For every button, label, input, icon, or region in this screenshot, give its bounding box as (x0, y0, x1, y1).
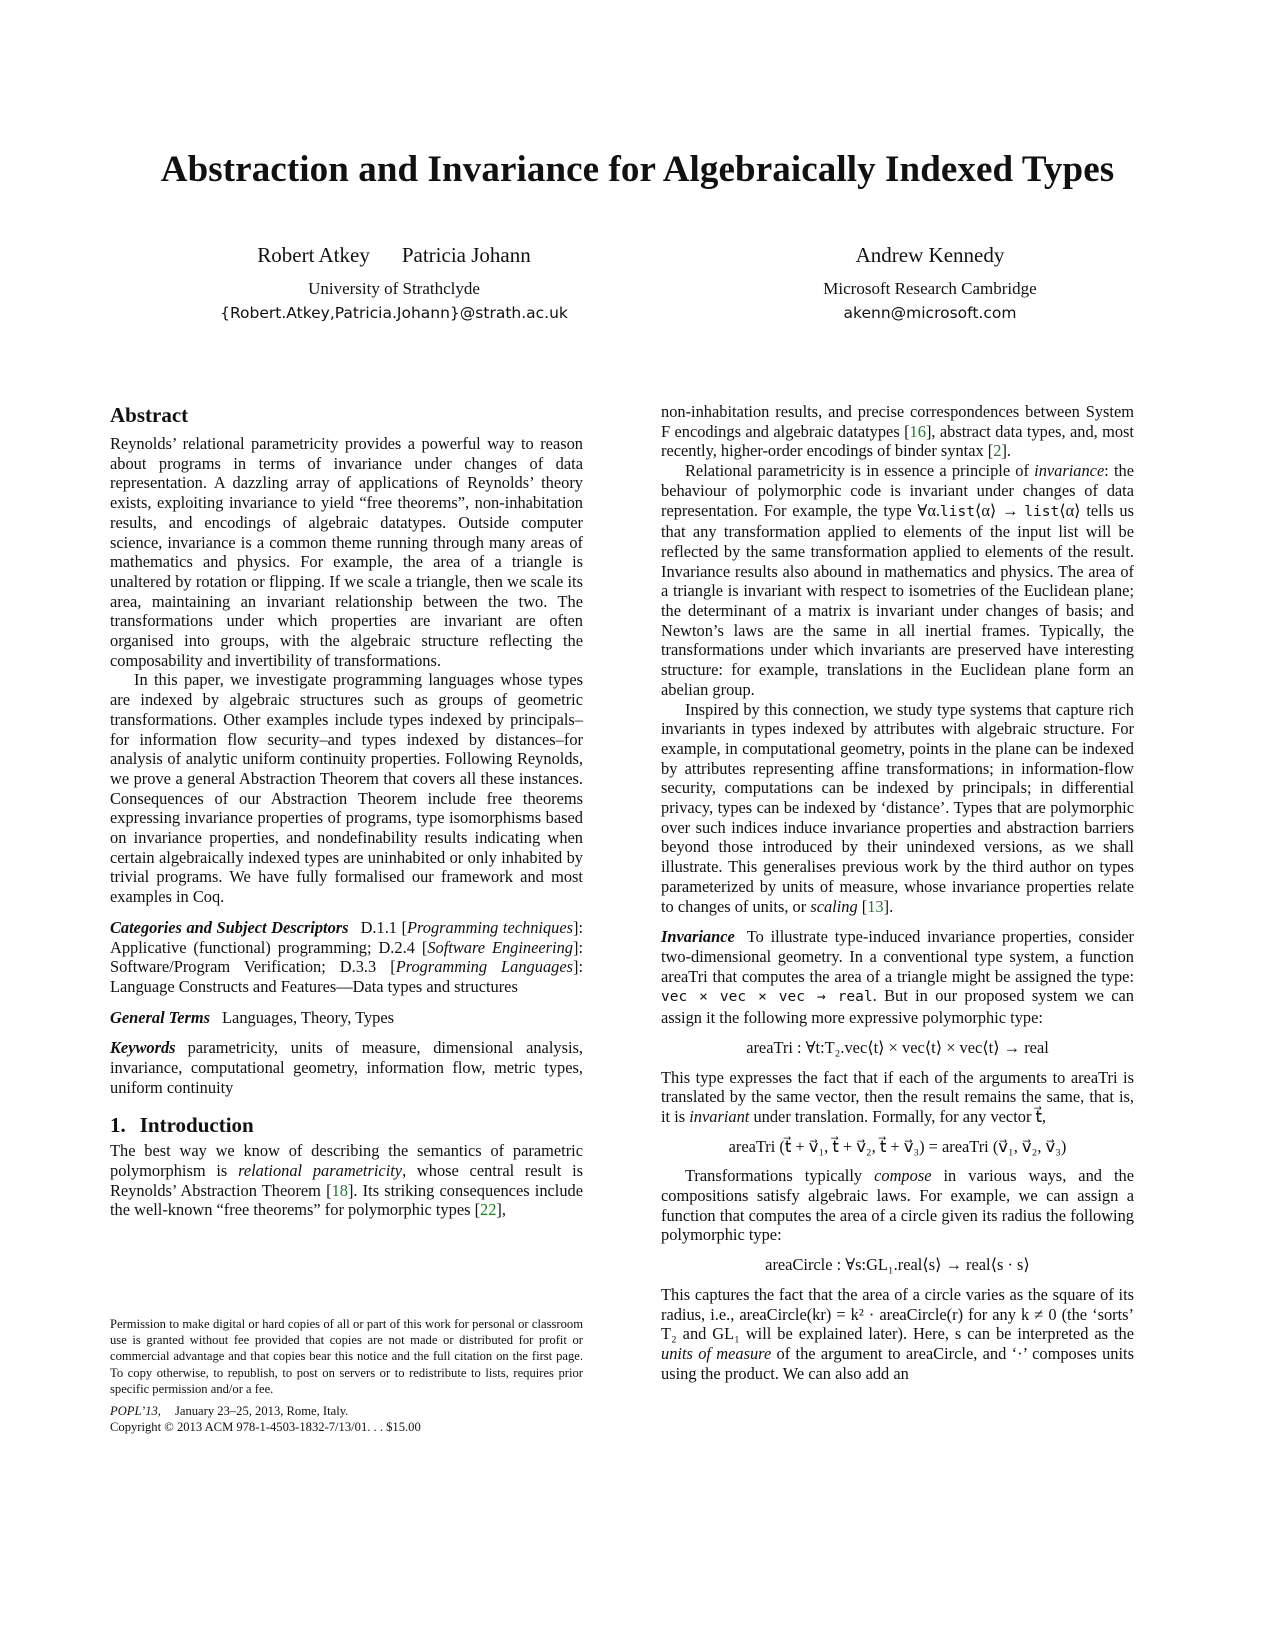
body-paragraph: Inspired by this connection, we study type systems that capture rich invariants in types indexed by attributes with algebraic structure. For example, in computational geometry, points in the plane can be indexed by attributes representing affine transformations; in information-flow security, computations can be indexed by principals; in differential privacy, types can be indexed by ‘distance’. Types that are polymorphic over such indices induce invariance properties and abstraction barriers beyond those introduced by their unindexed versions, as we shall illustrate. This generalises previous work by the third author on types parameterized by units of measure, whose invariance properties relate to changes of units, or scaling [13]. (661, 699, 1134, 916)
body-paragraph: This captures the fact that the area of a circle varies as the square of its radius, i.e., areaCircle(kr) = k² · areaCircle(r) for any k ≠ 0 (the ‘sorts’ T₂ and GL₁ will be explained later). Here, s can be interpreted as the units of measure of the argument to areaCircle, and ‘·’ composes units using the product. We can also add an (661, 1284, 1134, 1383)
author-email: {Robert.Atkey,Patricia.Johann}@strath.ac.uk (220, 304, 568, 322)
author-name: Andrew Kennedy (855, 243, 1005, 267)
equation: areaTri : ∀t:T₂.vec⟨t⟩ × vec⟨t⟩ × vec⟨t⟩ → real (746, 1037, 1049, 1057)
author-affiliation: University of Strathclyde (308, 279, 480, 298)
author-name: Robert Atkey (257, 243, 370, 267)
author-affiliation: Microsoft Research Cambridge (823, 279, 1037, 298)
keywords: Keywords parametricity, units of measure, dimensional analysis, invariance, computational geometry, information flow, metric types, uniform continuity (110, 1038, 583, 1097)
keywords-label: Keywords (110, 1038, 176, 1058)
copyright-line: Copyright © 2013 ACM 978-1-4503-1832-7/13/01. . . $15.00 (110, 1420, 421, 1435)
paper-title: Abstraction and Invariance for Algebraically Indexed Types (160, 149, 1115, 190)
body-paragraph: non-inhabitation results, and precise correspondences between System F encodings and algebraic datatypes [16], abstract data types, and, most recently, higher-order encodings of binder syntax [2]. (661, 402, 1134, 461)
citation-link[interactable]: 13 (867, 896, 884, 916)
abstract-paragraph: In this paper, we investigate programming languages whose types are indexed by algebraic structures such as groups of geometric transformations. Other examples include types indexed by principals–for information flow security–and types indexed by distances–for analysis of analytic uniform continuity properties. Following Reynolds, we prove a general Abstraction Theorem that covers all these instances. Consequences of our Abstraction Theorem include free theorems expressing invariance properties of programs, type isomorphisms based on invariance properties, and nondefinability results indicating when certain algebraically indexed types are uninhabited or only inhabited by trivial programs. We have fully formalised our framework and most examples in Coq. (110, 670, 583, 907)
general-terms-label: General Terms (110, 1007, 211, 1027)
equation: areaTri (t⃗ + v⃗₁, t⃗ + v⃗₂, t⃗ + v⃗₃) = areaTri (v⃗₁, v⃗₂, v⃗₃) (728, 1136, 1067, 1156)
copyright-footer (110, 1316, 583, 1435)
body-paragraph: This type expresses the fact that if each of the arguments to areaTri is translated by the same vector, then the result remains the same, that is, it is invariant under translation. Formally, for any vector t⃗, (661, 1067, 1134, 1126)
author-email: akenn@microsoft.com (843, 304, 1017, 322)
body-paragraph: Invariance To illustrate type-induced invariance properties, consider two-dimensional geometry. In a conventional type system, a function areaTri that computes the area of a triangle might be assigned the type: vec × vec × vec → real. But in our proposed system we can assign it the following more expressive polymorphic type: (661, 927, 1134, 1028)
body-paragraph: Relational parametricity is in essence a principle of invariance: the behaviour of polymorphic code is invariant under changes of data representation. For example, the type ∀α.list⟨α⟩ → list⟨α⟩ tells us that any transformation applied to elements of the input list will be reflected by the same transformation applied to elements of the result. Invariance results also abound in mathematics and physics. The area of a triangle is invariant with respect to isometries of the Euclidean plane; the determinant of a matrix is invariant under changes of basis; and Newton’s laws are the same in all inertial frames. Typically, the transformations under which invariants are preserved have interesting structure: for example, translations in the Euclidean plane form an abelian group. (661, 461, 1134, 699)
author-name: Patricia Johann (401, 243, 531, 267)
paragraph-label: Invariance (661, 927, 735, 947)
left-column (110, 402, 583, 1220)
citation-link[interactable]: 22 (480, 1200, 497, 1220)
abstract-paragraph: Reynolds’ relational parametricity provides a powerful way to reason about programs in terms of invariance under changes of data representation. A dazzling array of applications of Reynolds’ theory exists, exploiting invariance to yield “free theorems”, non-inhabitation results, and encodings of algebraic datatypes. Outside computer science, invariance is a common theme running through many areas of mathematics and physics. For example, the area of a triangle is unaltered by rotation or flipping. If we scale a triangle, then we scale its area, maintaining an invariant relationship between the two. The transformations under which properties are invariant are often organised into groups, with the algebraic structure reflecting the composability and invertibility of transformations. (110, 434, 583, 670)
author-block-microsoft (760, 243, 1100, 325)
citation-link[interactable]: 2 (993, 441, 1002, 461)
venue-line: POPL’13, January 23–25, 2013, Rome, Italy. (110, 1404, 349, 1419)
body-paragraph: Transformations typically compose in various ways, and the compositions satisfy algebraic laws. For example, we can assign a function that computes the area of a circle given its radius the following polymorphic type: (661, 1166, 1134, 1245)
categories-descriptors: Categories and Subject Descriptors D.1.1 [Programming techniques]: Applicative (functional) programming; D.2.4 [Software Engineering]: Software/Program Verification; D.3.3 [Programming Languages]: Language Constructs and Features—Data types and structures (110, 917, 584, 996)
section-heading-introduction: 1. Introduction (110, 1112, 254, 1137)
categories-label: Categories and Subject Descriptors (110, 917, 349, 937)
equation: areaCircle : ∀s:GL₁.real⟨s⟩ → real⟨s · s⟩ (765, 1255, 1030, 1275)
citation-link[interactable]: 16 (909, 421, 926, 441)
permission-notice: Permission to make digital or hard copies of all or part of this work for personal or classroom use is granted without fee provided that copies are not made or distributed for profit or commercial advantage and that copies bear this notice and the full citation on the first page. To copy otherwise, to republish, to post on servers or to redistribute to lists, requires prior specific permission and/or a fee. (110, 1317, 583, 1396)
intro-paragraph: The best way we know of describing the semantics of parametric polymorphism is relational parametricity, whose central result is Reynolds’ Abstraction Theorem [18]. Its striking consequences include the well-known “free theorems” for polymorphic types [22], (110, 1141, 584, 1220)
citation-link[interactable]: 18 (331, 1180, 348, 1200)
general-terms: General Terms Languages, Theory, Types (110, 1007, 395, 1027)
right-column (661, 402, 1134, 1383)
abstract-heading: Abstract (110, 403, 189, 427)
author-block-strathclyde (180, 243, 608, 325)
